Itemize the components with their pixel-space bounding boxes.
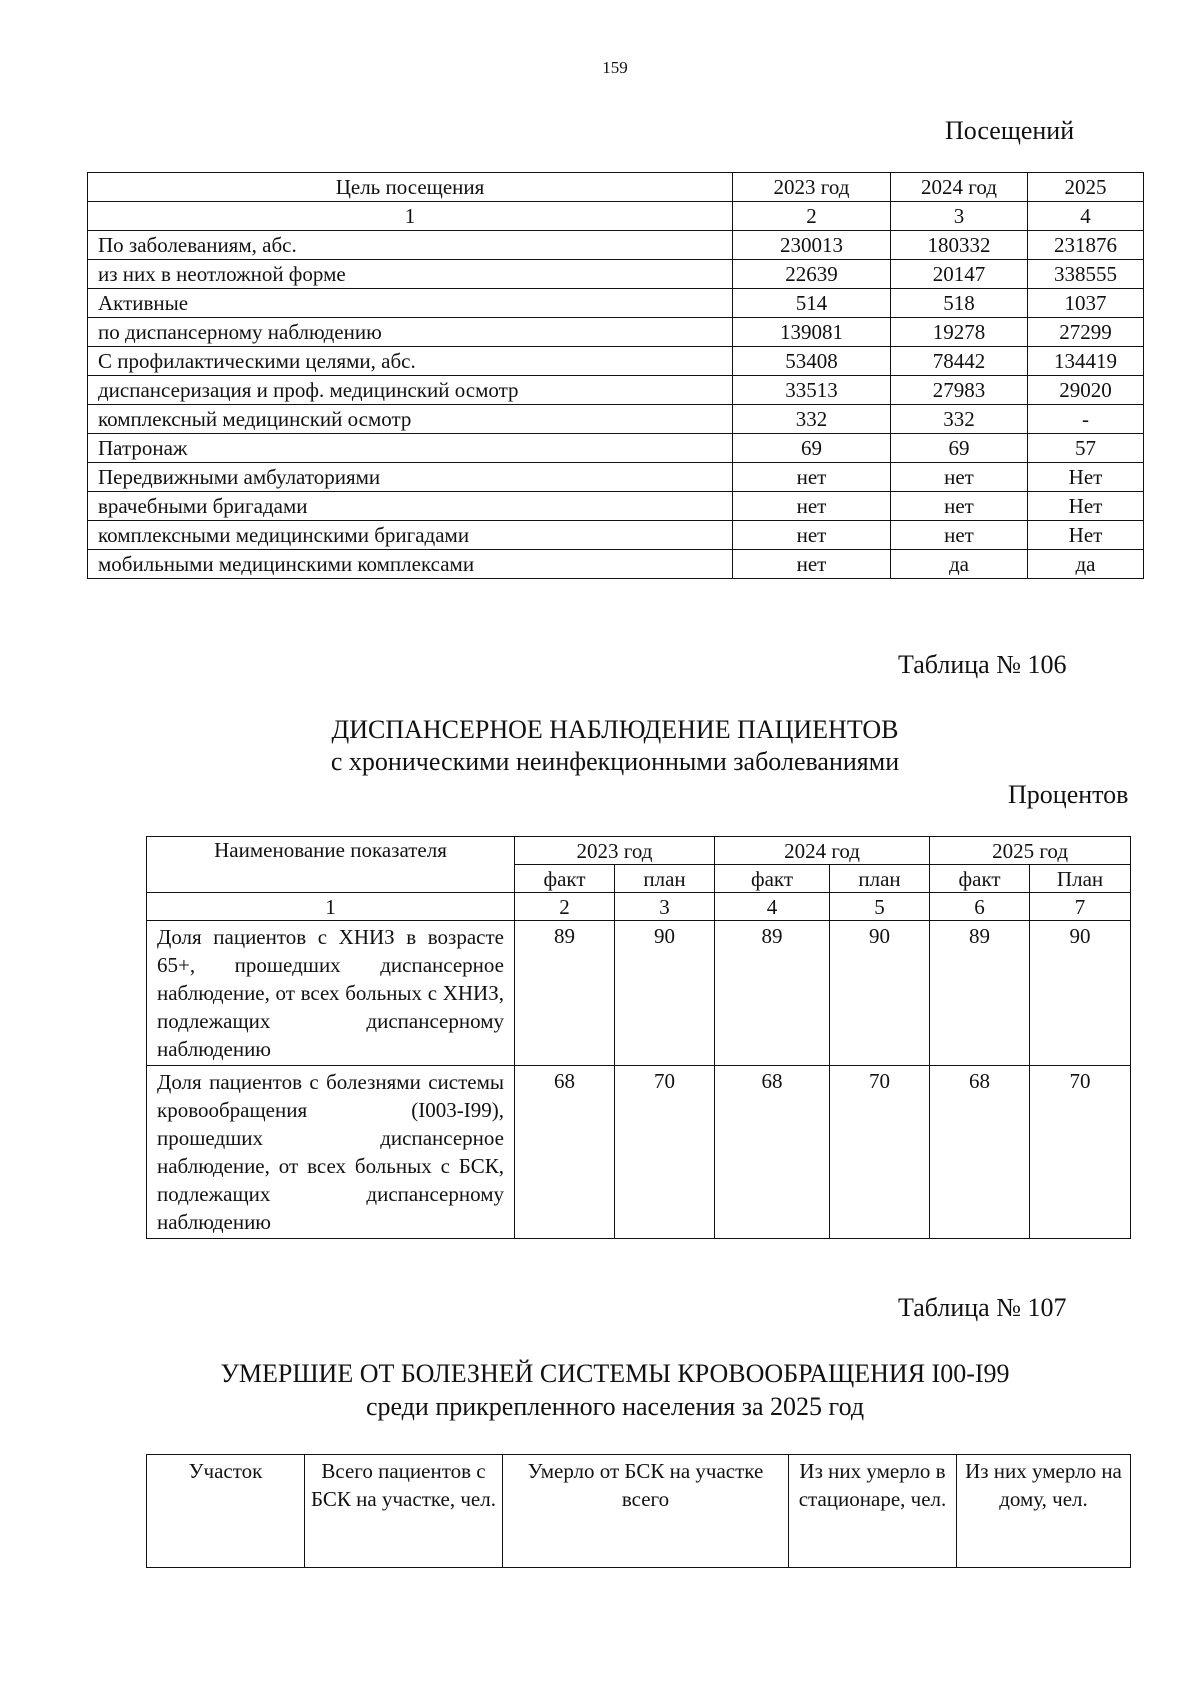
header-cell: Цель посещения (88, 173, 733, 202)
header-cell: Из них умерло в стационаре, чел. (789, 1455, 957, 1568)
value-cell: 68 (515, 1066, 615, 1239)
table-header-row (147, 837, 1131, 865)
header-cell: Наименование показателя (147, 837, 515, 893)
table-row (88, 260, 1144, 289)
indicator-name: Доля пациентов с ХНИЗ в возрасте 65+, прошедших диспансерное наблюдение, от всех больных с ХНИЗ, подлежащих диспансерному наблюдению (147, 921, 515, 1066)
value-cell: 230013 (733, 231, 891, 260)
table106-caption: Таблица № 106 (898, 650, 1067, 679)
value-cell: нет (891, 521, 1028, 550)
value-cell: 20147 (891, 260, 1028, 289)
value-cell: 134419 (1028, 347, 1144, 376)
table107-subtitle: среди прикрепленного населения за 2025 год (365, 1392, 865, 1421)
value-cell: 22639 (733, 260, 891, 289)
value-cell: 90 (615, 921, 715, 1066)
subheader-cell: план (615, 865, 715, 893)
index-cell: 4 (1028, 202, 1144, 231)
value-cell: нет (733, 492, 891, 521)
value-cell: 90 (1030, 921, 1131, 1066)
value-cell: 19278 (891, 318, 1028, 347)
visit-purpose-cell: Активные (88, 289, 733, 318)
table-row (88, 492, 1144, 521)
index-cell: 1 (147, 893, 515, 921)
value-cell: 139081 (733, 318, 891, 347)
visit-purpose-cell: комплексными медицинскими бригадами (88, 521, 733, 550)
index-cell: 4 (715, 893, 830, 921)
value-cell: 1037 (1028, 289, 1144, 318)
subheader-cell: факт (715, 865, 830, 893)
value-cell: 57 (1028, 434, 1144, 463)
value-cell: 338555 (1028, 260, 1144, 289)
value-cell: 90 (830, 921, 930, 1066)
table-row (88, 434, 1144, 463)
value-cell: 514 (733, 289, 891, 318)
subheader-cell: факт (515, 865, 615, 893)
header-cell: Из них умерло на дому, чел. (957, 1455, 1131, 1568)
page-number: 159 (602, 58, 628, 77)
visit-purpose-cell: Передвижными амбулаториями (88, 463, 733, 492)
value-cell: да (1028, 550, 1144, 579)
table-row (88, 521, 1144, 550)
value-cell: Нет (1028, 521, 1144, 550)
table-row (88, 231, 1144, 260)
value-cell: 69 (891, 434, 1028, 463)
table-row (88, 318, 1144, 347)
table-index-row (88, 202, 1144, 231)
header-cell: 2024 год (891, 173, 1028, 202)
header-cell: Всего пациентов с БСК на участке, чел. (305, 1455, 503, 1568)
visit-purpose-cell: по диспансерному наблюдению (88, 318, 733, 347)
value-cell: 70 (830, 1066, 930, 1239)
visit-purpose-cell: комплексный медицинский осмотр (88, 405, 733, 434)
value-cell: да (891, 550, 1028, 579)
year-header: 2025 год (930, 837, 1131, 865)
index-cell: 6 (930, 893, 1030, 921)
value-cell: 53408 (733, 347, 891, 376)
table-header-row (147, 1455, 1131, 1568)
year-header: 2023 год (515, 837, 715, 865)
table-header-row (88, 173, 1144, 202)
table-row (88, 347, 1144, 376)
table-row (147, 921, 1131, 1066)
value-cell: нет (733, 463, 891, 492)
visit-purpose-cell: С профилактическими целями, абс. (88, 347, 733, 376)
table106-subtitle: с хроническими неинфекционными заболеваниями (330, 747, 900, 776)
table107-title: УМЕРШИЕ ОТ БОЛЕЗНЕЙ СИСТЕМЫ КРОВООБРАЩЕНИЯ I00-I99 (220, 1359, 1010, 1388)
value-cell: нет (891, 463, 1028, 492)
value-cell: нет (733, 521, 891, 550)
value-cell: 231876 (1028, 231, 1144, 260)
table106-title: ДИСПАНСЕРНОЕ НАБЛЮДЕНИЕ ПАЦИЕНТОВ (331, 715, 899, 744)
visits-table (87, 172, 1144, 579)
value-cell: Нет (1028, 492, 1144, 521)
indicator-name: Доля пациентов с болезнями системы кровообращения (I003-I99), прошедших диспансерное наблюдение, от всех больных с БСК, подлежащих диспансерному наблюдению (147, 1066, 515, 1239)
value-cell: 89 (930, 921, 1030, 1066)
value-cell: нет (733, 550, 891, 579)
visit-purpose-cell: Патронаж (88, 434, 733, 463)
table1-unit-label: Посещений (945, 116, 1075, 145)
table-row (88, 289, 1144, 318)
table2-unit-label: Процентов (1008, 780, 1129, 809)
value-cell: Нет (1028, 463, 1144, 492)
value-cell: 332 (891, 405, 1028, 434)
table-row (88, 463, 1144, 492)
subheader-cell: План (1030, 865, 1131, 893)
value-cell: 78442 (891, 347, 1028, 376)
table107-caption: Таблица № 107 (898, 1293, 1067, 1322)
visit-purpose-cell: диспансеризация и проф. медицинский осмотр (88, 376, 733, 405)
header-cell: Участок (147, 1455, 305, 1568)
visit-purpose-cell: мобильными медицинскими комплексами (88, 550, 733, 579)
value-cell: 27299 (1028, 318, 1144, 347)
value-cell: 68 (715, 1066, 830, 1239)
visit-purpose-cell: врачебными бригадами (88, 492, 733, 521)
subheader-cell: факт (930, 865, 1030, 893)
value-cell: 33513 (733, 376, 891, 405)
value-cell: 69 (733, 434, 891, 463)
visit-purpose-cell: из них в неотложной форме (88, 260, 733, 289)
visit-purpose-cell: По заболеваниям, абс. (88, 231, 733, 260)
index-cell: 2 (733, 202, 891, 231)
value-cell: 332 (733, 405, 891, 434)
index-cell: 3 (615, 893, 715, 921)
table-row (147, 1066, 1131, 1239)
value-cell: 89 (515, 921, 615, 1066)
table-row (88, 376, 1144, 405)
value-cell: 70 (1030, 1066, 1131, 1239)
header-cell: 2025 (1028, 173, 1144, 202)
dispensary-observation-table (146, 836, 1131, 1239)
index-cell: 1 (88, 202, 733, 231)
value-cell: 89 (715, 921, 830, 1066)
cvd-deaths-table (146, 1454, 1131, 1568)
header-cell: Умерло от БСК на участке всего (503, 1455, 789, 1568)
value-cell: 518 (891, 289, 1028, 318)
year-header: 2024 год (715, 837, 930, 865)
value-cell: 70 (615, 1066, 715, 1239)
value-cell: 29020 (1028, 376, 1144, 405)
table-index-row (147, 893, 1131, 921)
header-cell: 2023 год (733, 173, 891, 202)
index-cell: 7 (1030, 893, 1131, 921)
value-cell: 27983 (891, 376, 1028, 405)
index-cell: 2 (515, 893, 615, 921)
index-cell: 5 (830, 893, 930, 921)
value-cell: - (1028, 405, 1144, 434)
value-cell: нет (891, 492, 1028, 521)
table-row (88, 405, 1144, 434)
index-cell: 3 (891, 202, 1028, 231)
value-cell: 68 (930, 1066, 1030, 1239)
value-cell: 180332 (891, 231, 1028, 260)
subheader-cell: план (830, 865, 930, 893)
table-row (88, 550, 1144, 579)
